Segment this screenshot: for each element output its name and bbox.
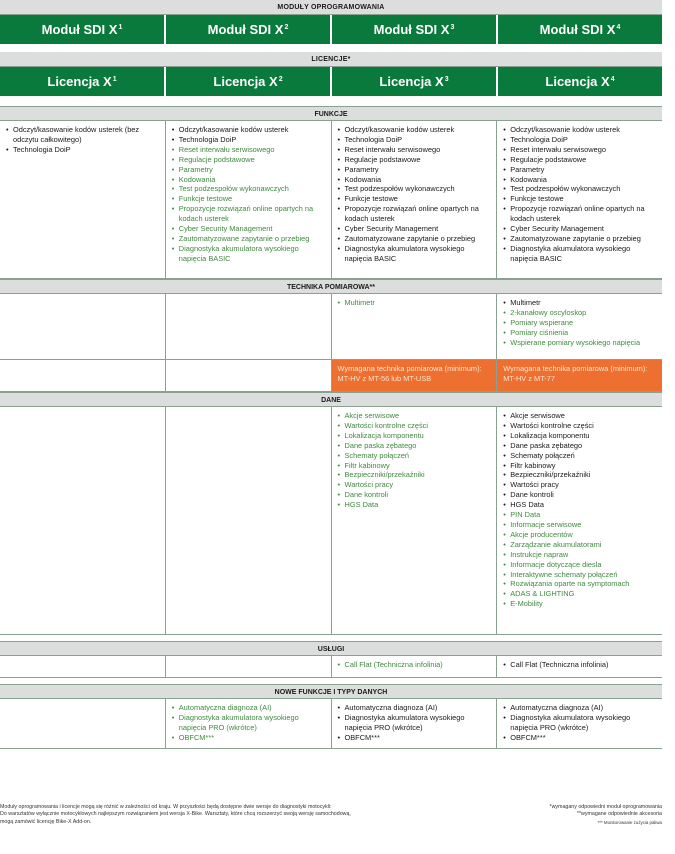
- funkcje-col-3: [332, 121, 498, 278]
- list-item: • Wartości pracy: [338, 480, 492, 490]
- list-item: • Kodowania: [503, 175, 657, 185]
- module-x4: Moduł SDI X $^4$: [498, 15, 662, 44]
- legend-3: *** Monitorowanie zużycia paliwa: [597, 819, 662, 825]
- list-item: • Diagnostyka akumulatora wysokiego napięcia BASIC: [338, 244, 492, 264]
- list-item: • Regulacje podstawowe: [172, 155, 326, 165]
- funkcje-col-1: [0, 121, 166, 278]
- technika-col-3: [332, 294, 498, 359]
- funkcje-col-4: [497, 121, 662, 278]
- list-item: • Bezpieczniki/przekaźniki: [503, 470, 657, 480]
- list-item: • Zautomatyzowane zapytanie o przebieg: [172, 234, 326, 244]
- list-item: • Technologia DoiP: [503, 135, 657, 145]
- dane-row: [0, 407, 662, 635]
- req-col-1: [0, 360, 166, 391]
- list-item: • OBFCM***: [338, 733, 492, 743]
- footer-notes: [0, 804, 490, 826]
- list-item: • Odczyt/kasowanie kodów usterek: [338, 125, 492, 135]
- technika-col-1: [0, 294, 166, 359]
- footer-line-2: Do warsztatów wyłącznie motocyklowych najlepszym rozwiązaniem jest wersja X-Bike. Warsztaty, które chcą rozszerzyć swoją wersję samochodową,: [0, 811, 351, 818]
- list-item: • Dane kontroli: [338, 490, 492, 500]
- dane-col-4: [497, 407, 662, 634]
- uslugi-col-4: [497, 656, 662, 677]
- list-item: • Pomiary ciśnienia: [503, 328, 657, 338]
- list-item: • Cyber Security Management: [503, 224, 657, 234]
- list-item: • Rozwiązania oparte na symptomach: [503, 579, 657, 589]
- req-col-4: Wymagana technika pomiarowa (minimum): MT-HV z MT-77: [497, 360, 662, 391]
- list-item: • Filtr kabinowy: [338, 461, 492, 471]
- list-item: • Schematy połączeń: [503, 451, 657, 461]
- list-item: • Dane paska zębatego: [338, 441, 492, 451]
- list-item: • Reset interwału serwisowego: [503, 145, 657, 155]
- list-item: • Kodowania: [172, 175, 326, 185]
- list-item: • Test podzespołów wykonawczych: [338, 184, 492, 194]
- list-item: • OBFCM***: [172, 733, 326, 743]
- module-x1: Moduł SDI X $^1$: [0, 15, 164, 44]
- list-item: • Propozycje rozwiązań online opartych na kodach usterek: [172, 204, 326, 224]
- list-item: • ADAS & LIGHTING: [503, 589, 657, 599]
- list-item: • Test podzespołów wykonawczych: [503, 184, 657, 194]
- list-item: • Wartości kontrolne części: [503, 421, 657, 431]
- list-item: • Automatyczna diagnoza (AI): [503, 703, 657, 713]
- technika-row: [0, 294, 662, 360]
- list-item: • Test podzespołów wykonawczych: [172, 184, 326, 194]
- list-item: • Technologia DoiP: [6, 145, 160, 155]
- list-item: • Schematy połączeń: [338, 451, 492, 461]
- module-x3: Moduł SDI X $^3$: [332, 15, 496, 44]
- license-x1: Licencja X $^1$: [0, 67, 164, 96]
- nowe-row: [0, 699, 662, 749]
- section-funkcje: FUNKCJE: [0, 106, 662, 121]
- list-item: • Regulacje podstawowe: [338, 155, 492, 165]
- list-item: • PIN Data: [503, 510, 657, 520]
- list-item: • Diagnostyka akumulatora wysokiego napięcia PRO (wkrótce): [172, 713, 326, 733]
- nowe-col-2: [166, 699, 332, 748]
- req-col-2: [166, 360, 332, 391]
- list-item: • Regulacje podstawowe: [503, 155, 657, 165]
- list-item: • OBFCM***: [503, 733, 657, 743]
- legend-1: *wymagany odpowiedni moduł oprogramowania: [549, 804, 662, 810]
- list-item: • Diagnostyka akumulatora wysokiego napięcia PRO (wkrótce): [338, 713, 492, 733]
- list-item: • Wartości pracy: [503, 480, 657, 490]
- list-item: • Call Flat (Techniczna infolinia): [338, 660, 492, 670]
- nowe-col-1: [0, 699, 166, 748]
- list-item: • Zautomatyzowane zapytanie o przebieg: [503, 234, 657, 244]
- section-nowe: NOWE FUNKCJE I TYPY DANYCH: [0, 684, 662, 699]
- section-technika: TECHNIKA POMIAROWA**: [0, 279, 662, 294]
- list-item: • Reset interwału serwisowego: [338, 145, 492, 155]
- license-x4: Licencja X $^4$: [498, 67, 662, 96]
- technika-col-4: [497, 294, 662, 359]
- licenses-row: [0, 67, 662, 96]
- funkcje-col-2: [166, 121, 332, 278]
- list-item: • Multimetr: [338, 298, 492, 308]
- module-x2: Moduł SDI X $^2$: [166, 15, 330, 44]
- list-item: • Zarządzanie akumulatorami: [503, 540, 657, 550]
- list-item: • Akcje serwisowe: [503, 411, 657, 421]
- list-item: • Dane paska zębatego: [503, 441, 657, 451]
- footer-line-3: mogą zamówić licencję Bike-X Add-on.: [0, 818, 92, 825]
- technika-col-2: [166, 294, 332, 359]
- list-item: • Lokalizacja komponentu: [338, 431, 492, 441]
- list-item: • Parametry: [503, 165, 657, 175]
- list-item: • Instrukcje napraw: [503, 550, 657, 560]
- list-item: • Automatyczna diagnoza (AI): [172, 703, 326, 713]
- uslugi-col-3: [332, 656, 498, 677]
- list-item: • Technologia DoiP: [172, 135, 326, 145]
- list-item: • Lokalizacja komponentu: [503, 431, 657, 441]
- list-item: • Propozycje rozwiązań online opartych na kodach usterek: [338, 204, 492, 224]
- list-item: • Dane kontroli: [503, 490, 657, 500]
- list-item: • Funkcje testowe: [338, 194, 492, 204]
- req-col-3: Wymagana technika pomiarowa (minimum): MT-HV z MT-56 lub MT-USB: [332, 360, 498, 391]
- list-item: • Multimetr: [503, 298, 657, 308]
- list-item: • HGS Data: [503, 500, 657, 510]
- list-item: • Reset interwału serwisowego: [172, 145, 326, 155]
- list-item: • Odczyt/kasowanie kodów usterek: [503, 125, 657, 135]
- list-item: • 2-kanałowy oscyloskop: [503, 308, 657, 318]
- licenses-header: LICENCJE*: [0, 52, 662, 67]
- uslugi-col-2: [166, 656, 332, 677]
- list-item: • Informacje dotyczące diesla: [503, 560, 657, 570]
- list-item: • Parametry: [338, 165, 492, 175]
- list-item: • Filtr kabinowy: [503, 461, 657, 471]
- list-item: • Bezpieczniki/przekaźniki: [338, 470, 492, 480]
- list-item: • Call Flat (Techniczna infolinia): [503, 660, 657, 670]
- list-item: • Odczyt/kasowanie kodów usterek (bez odczytu całkowitego): [6, 125, 160, 145]
- list-item: • Cyber Security Management: [172, 224, 326, 234]
- nowe-col-3: [332, 699, 498, 748]
- footer-legend: [550, 804, 662, 826]
- modules-header: MODUŁY OPROGRAMOWANIA: [0, 0, 662, 15]
- list-item: • E-Mobility: [503, 599, 657, 609]
- list-item: • Wartości kontrolne części: [338, 421, 492, 431]
- list-item: • Odczyt/kasowanie kodów usterek: [172, 125, 326, 135]
- modules-row: [0, 15, 662, 44]
- uslugi-col-1: [0, 656, 166, 677]
- list-item: • Diagnostyka akumulatora wysokiego napięcia BASIC: [172, 244, 326, 264]
- list-item: • Automatyczna diagnoza (AI): [338, 703, 492, 713]
- list-item: • Kodowania: [338, 175, 492, 185]
- list-item: • Pomiary wspierane: [503, 318, 657, 328]
- funkcje-row: [0, 121, 662, 279]
- list-item: • Interaktywne schematy połączeń: [503, 570, 657, 580]
- footer-line-1: Moduły oprogramowania i licencje mogą się różnić w zależności od kraju. W przyszłości będą dostępne dwie wersje do diagnostyki motocykli:: [0, 804, 332, 810]
- list-item: • Akcje producentów: [503, 530, 657, 540]
- license-x3: Licencja X $^3$: [332, 67, 496, 96]
- list-item: • Propozycje rozwiązań online opartych na kodach usterek: [503, 204, 657, 224]
- section-dane: DANE: [0, 392, 662, 407]
- list-item: • Parametry: [172, 165, 326, 175]
- dane-col-2: [166, 407, 332, 634]
- list-item: • Zautomatyzowane zapytanie o przebieg: [338, 234, 492, 244]
- legend-2: **wymagane odpowiednie akcesoria: [576, 811, 662, 818]
- list-item: • Funkcje testowe: [503, 194, 657, 204]
- license-x2: Licencja X $^2$: [166, 67, 330, 96]
- list-item: • Diagnostyka akumulatora wysokiego napięcia BASIC: [503, 244, 657, 264]
- list-item: • Informacje serwisowe: [503, 520, 657, 530]
- list-item: • Funkcje testowe: [172, 194, 326, 204]
- section-uslugi: USŁUGI: [0, 641, 662, 656]
- list-item: • Wspierane pomiary wysokiego napięcia: [503, 338, 657, 348]
- technika-req-row: [0, 360, 662, 392]
- list-item: • Akcje serwisowe: [338, 411, 492, 421]
- uslugi-row: [0, 656, 662, 678]
- list-item: • Cyber Security Management: [338, 224, 492, 234]
- list-item: • Diagnostyka akumulatora wysokiego napięcia PRO (wkrótce): [503, 713, 657, 733]
- nowe-col-4: [497, 699, 662, 748]
- dane-col-3: [332, 407, 498, 634]
- dane-col-1: [0, 407, 166, 634]
- list-item: • HGS Data: [338, 500, 492, 510]
- list-item: • Technologia DoiP: [338, 135, 492, 145]
